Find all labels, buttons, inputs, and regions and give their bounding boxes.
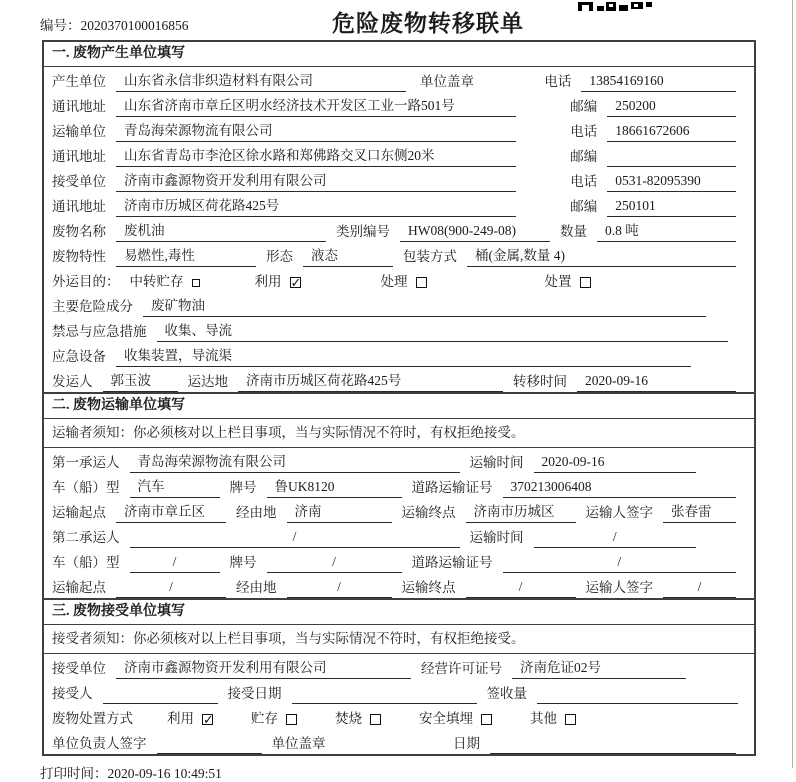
- checkbox-transit-storage-label: 中转贮存: [129, 274, 184, 289]
- first-transport-date-field: 2020-09-16: [534, 451, 697, 473]
- second-carrier-label: 第二承运人: [52, 530, 120, 545]
- checkbox-incinerate: [370, 714, 381, 725]
- receive-unit-row: [44, 654, 754, 679]
- second-carrier-sign-label: 运输人签字: [585, 580, 653, 595]
- destination-label: 运达地: [187, 374, 228, 389]
- destination-field: 济南市历城区荷花路425号: [238, 370, 503, 392]
- shipper-row: [44, 367, 754, 392]
- second-vehicle-row: [44, 548, 754, 573]
- print-time-value: 2020-09-16 10:49:51: [107, 766, 222, 781]
- qr-code-fragment-icon: [578, 0, 652, 16]
- receive-notice: 接受者须知：你必须核对以上栏目事项，当与实际情况不符时，有权拒绝接受。: [44, 625, 754, 654]
- producer-address-row: [44, 92, 754, 117]
- first-origin-field: 济南市章丘区: [116, 501, 226, 523]
- license-number-field: 济南危证02号: [512, 657, 686, 679]
- producer-unit-label: 产生单位: [52, 74, 106, 89]
- producer-unit-row: [44, 67, 754, 92]
- hazard-component-label: 主要危险成分: [52, 299, 133, 314]
- emergency-measures-label: 禁忌与应急措施: [52, 324, 147, 339]
- checkbox-other: [565, 714, 576, 725]
- second-transport-date-label: 运输时间: [469, 530, 524, 545]
- receive-section: [44, 598, 754, 754]
- waste-name-label: 废物名称: [52, 224, 106, 239]
- receiver-postcode-label: 邮编: [570, 199, 598, 214]
- transporter-postcode-field: [607, 146, 736, 167]
- checkbox-dispose-group: [545, 271, 591, 292]
- transporter-address-label: 通讯地址: [52, 149, 106, 164]
- hazard-component-row: [44, 292, 754, 317]
- second-vehicle-type-field: /: [130, 551, 220, 573]
- receive-sign-date-label: 日期: [453, 736, 480, 751]
- first-carrier-field: 青岛海荣源物流有限公司: [130, 451, 460, 473]
- page-title: 危险废物转移联单: [332, 11, 524, 36]
- emergency-measures-field: 收集、导流: [157, 320, 729, 342]
- doc-number-label: 编号：: [40, 18, 81, 33]
- receive-unit-label: 接受单位: [52, 661, 106, 676]
- second-carrier-sign-field: /: [663, 576, 736, 598]
- producer-unit-field: 山东省永信非织造材料有限公司: [116, 70, 406, 92]
- receiver-address-field: 济南市历城区荷花路425号: [116, 195, 516, 217]
- second-origin-field: /: [116, 576, 226, 598]
- physical-form-field: 液态: [303, 245, 393, 267]
- disposal-method-label: 废物处置方式: [52, 711, 133, 726]
- first-endpoint-label: 运输终点: [401, 505, 456, 520]
- print-time: [40, 762, 796, 782]
- second-plate-label: 牌号: [229, 555, 257, 570]
- shipper-field: 郭玉波: [103, 370, 178, 392]
- second-origin-label: 运输起点: [52, 580, 106, 595]
- second-via-label: 经由地: [236, 580, 277, 595]
- transporter-unit-label: 运输单位: [52, 124, 106, 139]
- first-carrier-sign-field: 张春雷: [663, 501, 736, 523]
- second-endpoint-field: /: [466, 576, 576, 598]
- second-carrier-row: [44, 523, 754, 548]
- checkbox-secure-landfill-label: 安全填埋: [419, 711, 473, 726]
- checkbox-treat-group: [381, 271, 427, 292]
- first-carrier-row: [44, 448, 754, 473]
- producer-address-label: 通讯地址: [52, 99, 106, 114]
- first-road-permit-field: 370213006408: [503, 476, 737, 498]
- checkbox-utilize-label: 利用: [254, 274, 282, 289]
- responsible-sign-row: [44, 729, 754, 754]
- transporter-unit-row: [44, 117, 754, 142]
- checkbox-receive-utilize-label: 利用: [167, 711, 194, 726]
- producer-phone-label: 电话: [544, 74, 572, 89]
- checkbox-transit-storage-group: [130, 271, 200, 292]
- transport-section-header: 二. 废物运输单位填写: [44, 394, 754, 419]
- first-transport-date-label: 运输时间: [469, 455, 524, 470]
- receive-unit-seal-label: 单位盖章: [271, 736, 326, 751]
- print-time-label: 打印时间：: [40, 766, 108, 781]
- first-road-permit-label: 道路运输证号: [411, 480, 493, 495]
- transporter-phone-field: 18661672606: [607, 120, 736, 142]
- first-route-row: [44, 498, 754, 523]
- checkbox-treat-label: 处理: [380, 274, 408, 289]
- first-plate-label: 牌号: [229, 480, 257, 495]
- producer-address-field: 山东省济南市章丘区明水经济技术开发区工业一路501号: [116, 95, 516, 117]
- form-header: [0, 0, 796, 40]
- checkbox-other-group: [530, 708, 576, 729]
- transfer-purpose-row: [44, 267, 754, 292]
- receive-person-label: 接受人: [52, 686, 93, 701]
- second-plate-field: /: [267, 551, 402, 573]
- category-code-label: 类别编号: [336, 224, 390, 239]
- second-route-row: [44, 573, 754, 598]
- quantity-label: 数量: [560, 224, 587, 239]
- waste-name-row: [44, 217, 754, 242]
- received-quantity-label: 签收量: [486, 686, 527, 701]
- receiver-unit-row: [44, 167, 754, 192]
- physical-form-label: 形态: [266, 249, 293, 264]
- transporter-postcode-label: 邮编: [570, 149, 598, 164]
- receive-date-label: 接受日期: [227, 686, 282, 701]
- emergency-equipment-field: 收集装置，导流渠: [116, 345, 691, 367]
- doc-number-value: 2020370100016856: [80, 18, 189, 33]
- category-code-field: HW08(900-249-08): [400, 220, 550, 242]
- receiver-unit-field: 济南市鑫源物资开发利用有限公司: [116, 170, 516, 192]
- checkbox-incinerate-label: 焚烧: [335, 711, 362, 726]
- second-road-permit-field: /: [503, 551, 737, 573]
- receiver-phone-field: 0531-82095390: [607, 170, 736, 192]
- waste-name-field: 废机油: [116, 220, 326, 242]
- first-plate-field: 鲁UK8120: [267, 476, 402, 498]
- checkbox-dispose-label: 处置: [544, 274, 572, 289]
- first-via-label: 经由地: [236, 505, 277, 520]
- waste-property-row: [44, 242, 754, 267]
- license-number-label: 经营许可证号: [421, 661, 502, 676]
- doc-number: [40, 14, 189, 34]
- receive-section-header: 三. 废物接受单位填写: [44, 600, 754, 625]
- receiver-address-label: 通讯地址: [52, 199, 106, 214]
- checkbox-treat: [416, 277, 427, 288]
- quantity-field: 0.8 吨: [597, 220, 736, 242]
- first-vehicle-row: [44, 473, 754, 498]
- transport-section: [44, 392, 754, 598]
- checkbox-store: [286, 714, 297, 725]
- checkbox-secure-landfill-group: [419, 708, 492, 729]
- checkbox-incinerate-group: [335, 708, 381, 729]
- receiver-postcode-field: 250101: [607, 195, 736, 217]
- first-vehicle-type-label: 车（船）型: [52, 480, 120, 495]
- second-transport-date-field: /: [534, 526, 697, 548]
- receive-person-field: [103, 683, 218, 704]
- transfer-date-field: 2020-09-16: [577, 370, 736, 392]
- producer-phone-field: 13854169160: [581, 70, 736, 92]
- checkbox-store-label: 贮存: [251, 711, 278, 726]
- receiver-unit-label: 接受单位: [52, 174, 106, 189]
- waste-property-field: 易燃性,毒性: [116, 245, 256, 267]
- second-carrier-field: /: [130, 526, 460, 548]
- hazard-component-field: 废矿物油: [143, 295, 706, 317]
- receive-unit-field: 济南市鑫源物资开发利用有限公司: [116, 657, 411, 679]
- receive-date-field: [292, 683, 477, 704]
- transport-notice: 运输者须知：你必须核对以上栏目事项，当与实际情况不符时，有权拒绝接受。: [44, 419, 754, 448]
- checkbox-other-label: 其他: [530, 711, 557, 726]
- transporter-phone-label: 电话: [570, 124, 598, 139]
- producer-section: [44, 42, 754, 392]
- unit-seal-label: 单位盖章: [420, 74, 474, 89]
- second-road-permit-label: 道路运输证号: [411, 555, 493, 570]
- checkbox-transit-storage: [192, 279, 200, 287]
- second-endpoint-label: 运输终点: [401, 580, 456, 595]
- transporter-unit-field: 青岛海荣源物流有限公司: [116, 120, 516, 142]
- receive-sign-date-field: [490, 733, 736, 754]
- first-carrier-label: 第一承运人: [52, 455, 120, 470]
- first-carrier-sign-label: 运输人签字: [585, 505, 653, 520]
- producer-section-header: 一. 废物产生单位填写: [44, 42, 754, 67]
- responsible-sign-field: [157, 733, 262, 754]
- first-vehicle-type-field: 汽车: [130, 476, 220, 498]
- checkbox-utilize: [290, 277, 301, 288]
- first-via-field: 济南: [287, 501, 392, 523]
- producer-postcode-label: 邮编: [570, 99, 598, 114]
- first-origin-label: 运输起点: [52, 505, 106, 520]
- disposal-method-row: [44, 704, 754, 729]
- checkbox-store-group: [251, 708, 297, 729]
- second-via-field: /: [287, 576, 392, 598]
- transfer-purpose-label: 外运目的：: [52, 274, 120, 289]
- transporter-address-field: 山东省青岛市李沧区徐水路和郑佛路交叉口东侧20米: [116, 145, 516, 167]
- second-vehicle-type-label: 车（船）型: [52, 555, 120, 570]
- checkbox-dispose: [580, 277, 591, 288]
- emergency-equipment-label: 应急设备: [52, 349, 106, 364]
- checkbox-receive-utilize-group: [167, 708, 213, 729]
- checkbox-receive-utilize: [202, 714, 213, 725]
- responsible-sign-label: 单位负责人签字: [52, 736, 147, 751]
- receive-person-row: [44, 679, 754, 704]
- shipper-label: 发运人: [52, 374, 93, 389]
- packaging-field: 桶(金属,数量 4): [467, 245, 736, 267]
- checkbox-secure-landfill: [481, 714, 492, 725]
- page-right-edge-line: [792, 0, 793, 768]
- transporter-address-row: [44, 142, 754, 167]
- received-quantity-field: [537, 683, 738, 704]
- transfer-form-box: [42, 40, 756, 756]
- emergency-measures-row: [44, 317, 754, 342]
- receiver-address-row: [44, 192, 754, 217]
- first-endpoint-field: 济南市历城区: [466, 501, 576, 523]
- producer-postcode-field: 250200: [607, 95, 736, 117]
- checkbox-utilize-group: [255, 271, 301, 292]
- waste-property-label: 废物特性: [52, 249, 106, 264]
- receiver-phone-label: 电话: [570, 174, 598, 189]
- packaging-label: 包装方式: [403, 249, 457, 264]
- emergency-equipment-row: [44, 342, 754, 367]
- transfer-date-label: 转移时间: [513, 374, 567, 389]
